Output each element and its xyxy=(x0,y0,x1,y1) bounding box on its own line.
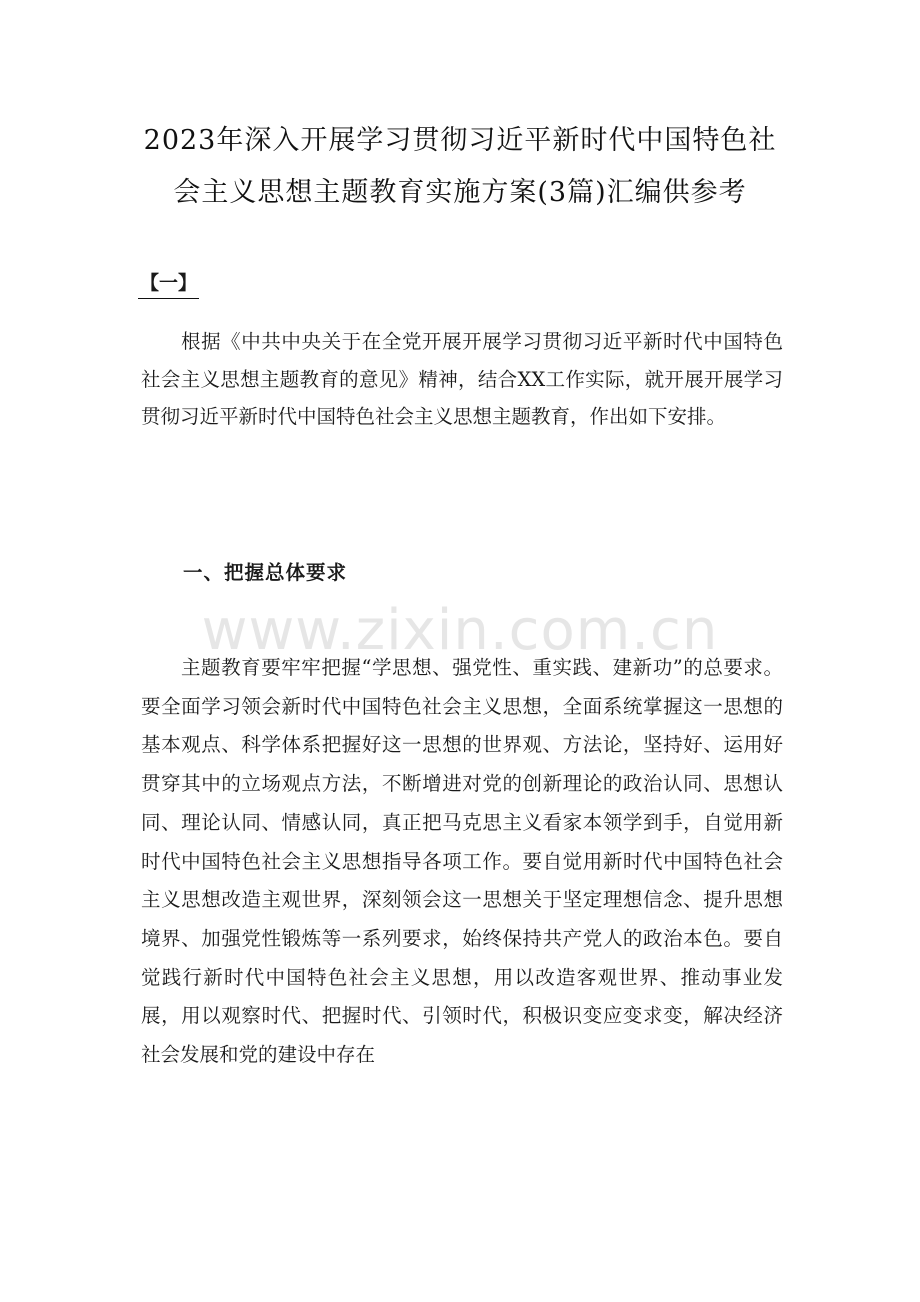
document-title-line-1: 2023年深入开展学习贯彻习近平新时代中国特色社 xyxy=(143,125,777,156)
intro-paragraph: 根据《中共中央关于在全党开展开展学习贯彻习近平新时代中国特色社会主义思想主题教育的意见》精神，结合XX工作实际，就开展开展学习贯彻习近平新时代中国特色社会主义思想主题教育，作出如下安排。 xyxy=(141,330,783,428)
section-heading: 一、把握总体要求 xyxy=(183,561,348,584)
body-paragraph: 主题教育要牢牢把握“学思想、强党性、重实践、建新功”的总要求。要全面学习领会新时代中国特色社会主义思想，全面系统掌握这一思想的基本观点、科学体系把握好这一思想的世界观、方法论，坚持好、运用好贯穿其中的立场观点方法，不断增进对党的创新理论的政治认同、思想认同、理论认同、情感认同，真正把马克思主义看家本领学到手，自觉用新时代中国特色社会主义思想指导各项工作。要自觉用新时代中国特色社会主义思想改造主观世界，深刻领会这一思想关于坚定理想信念、提升思想境界、加强党性锻炼等一系列要求，始终保持共产党人的政治本色。要自觉践行新时代中国特色社会主义思想，用以改造客观世界、推动事业发展，用以观察时代、把握时代、引领时代，积极识变应变求变，解决经济社会发展和党的建设中存在 xyxy=(141,656,783,1067)
watermark: www.zixin.com.cn xyxy=(201,598,719,663)
section-marker: 【一】 xyxy=(138,268,199,299)
document-title-line-2: 会主义思想主题教育实施方案(3篇)汇编供参考 xyxy=(173,177,747,208)
